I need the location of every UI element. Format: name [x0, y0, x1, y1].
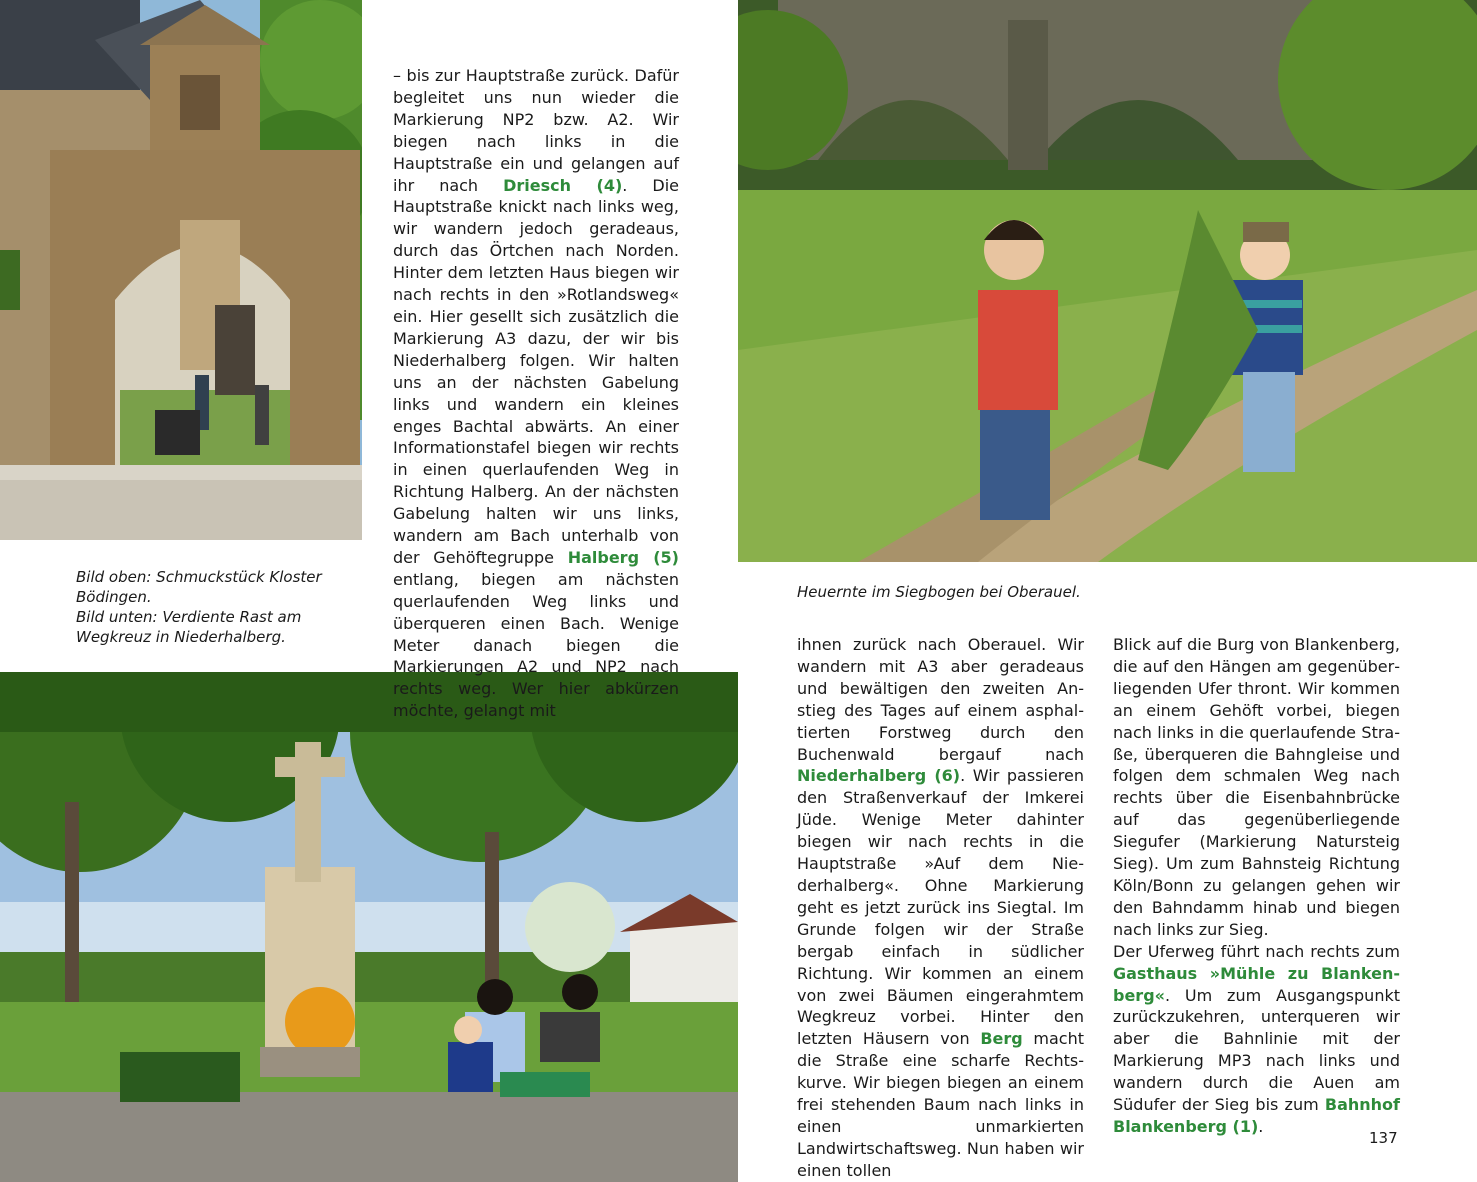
paragraph: Blick auf die Burg von Blankenberg, die auf den Hängen am gegenüberliegenden Ufer thront. Wir kommen an einem Gehöft vorbei, biegen nach links in die querlaufende Straße, überqueren die Bahngleise und folgen dem schmalen Weg nach rechts über die Eisenbahnbrücke auf das gegenüberliegende Siegufer (Markierung Natursteig Sieg). Um zum Bahnsteig Richtung Köln/Bonn zu gelangen gehen wir den Bahndamm hinab und biegen nach links zur Sieg.: [1113, 635, 1400, 939]
text-column-middle: [393, 65, 679, 722]
paragraph: Der Uferweg führt nach rechts zum Gasthaus »Mühle zu Blankenberg«. Um zum Ausgangspunkt zurückzukehren, unterqueren wir aber die Bahnlinie mit der Markierung MP3 nach links und wandern durch die Auen am Südufer der Sieg bis zum Bahnhof Blankenberg (1).: [1113, 941, 1400, 1136]
place-berg: Berg: [980, 1029, 1023, 1049]
place-driesch: Driesch (4): [503, 175, 623, 195]
text-column-right-2: [1113, 634, 1400, 1138]
caption-left: [76, 567, 356, 647]
caption-right: Heuernte im Siegbogen bei Oberauel.: [797, 583, 1081, 601]
photo-kloster-boedingen: [0, 0, 362, 540]
place-halberg: Halberg (5): [567, 547, 679, 567]
text-column-right-1: [797, 634, 1084, 1182]
place-niederhalberg: Niederhalberg (6): [797, 766, 961, 786]
caption-photo-bottom: Bild unten: Verdiente Rast am Wegkreuz in Niederhalberg.: [76, 608, 302, 646]
photo-rast-wegkreuz: [0, 672, 738, 1182]
caption-photo-top: Bild oben: Schmuckstück Kloster Bödingen.: [76, 568, 322, 606]
photo-heuernte-siegbogen: [738, 0, 1477, 562]
paragraph: ihnen zurück nach Oberauel. Wir wandern mit A3 aber geradeaus und bewältigen den zweiten Anstieg des Tages auf einem asphaltierten Forstweg durch den Buchenwald bergauf nach Niederhalberg (6). Wir passieren den Straßenverkauf der Imkerei Jüde. Wenige Meter dahinter biegen wir nach rechts in die Hauptstraße »Auf dem Niederhalberg«. Ohne Markierung geht es jetzt zurück ins Siegtal. Im Grunde folgen wir der Straße bergab einfach in südlicher Richtung. Wir kommen an einem von zwei Bäumen eingerahmtem Wegkreuz vorbei. Hinter den letzten Häusern von Berg macht die Straße eine scharfe Rechtskurve. Wir biegen biegen an einem frei stehenden Baum nach links in einen unmarkierten Landwirtschaftsweg. Nun haben wir einen tollen: [797, 635, 1085, 1180]
place-bahnhof-blankenberg: Bahnhof Blankenberg (1): [1113, 1095, 1400, 1136]
paragraph: – bis zur Hauptstraße zurück. Dafür begleitet uns nun wieder die Markierung NP2 bzw. A2. Wir biegen nach links in die Hauptstraße ein und gelangen auf ihr nach Driesch (4). Die Hauptstraße knickt nach links weg, wir wandern jedoch geradeaus, durch das Örtchen nach Norden. Hinter dem letzten Haus biegen wir nach rechts in den »Rotlandsweg« ein. Hier gesellt sich zusätzlich die Markierung A3 dazu, der wir bis Niederhalberg folgen. Wir halten uns an der nächsten Gabelung links und wandern ein kleines enges Bachtal abwärts. An einer Informationstafel biegen wir rechts in einen querlaufenden Weg in Richtung Halberg. An der nächsten Gabelung halten wir uns links, wandern am Bach unterhalb von der Gehöftegruppe Halberg (5) entlang, biegen am nächsten querlaufenden Weg links und überqueren einen Bach. Wenige Meter danach biegen die Markierungen A2 und NP2 nach rechts weg. Wer hier abkürzen möchte, gelangt mit: [393, 66, 680, 721]
place-gasthaus-muehle: Gasthaus »Mühle zu Blankenberg«: [1113, 963, 1400, 1005]
page-number: 137: [1369, 1129, 1398, 1147]
